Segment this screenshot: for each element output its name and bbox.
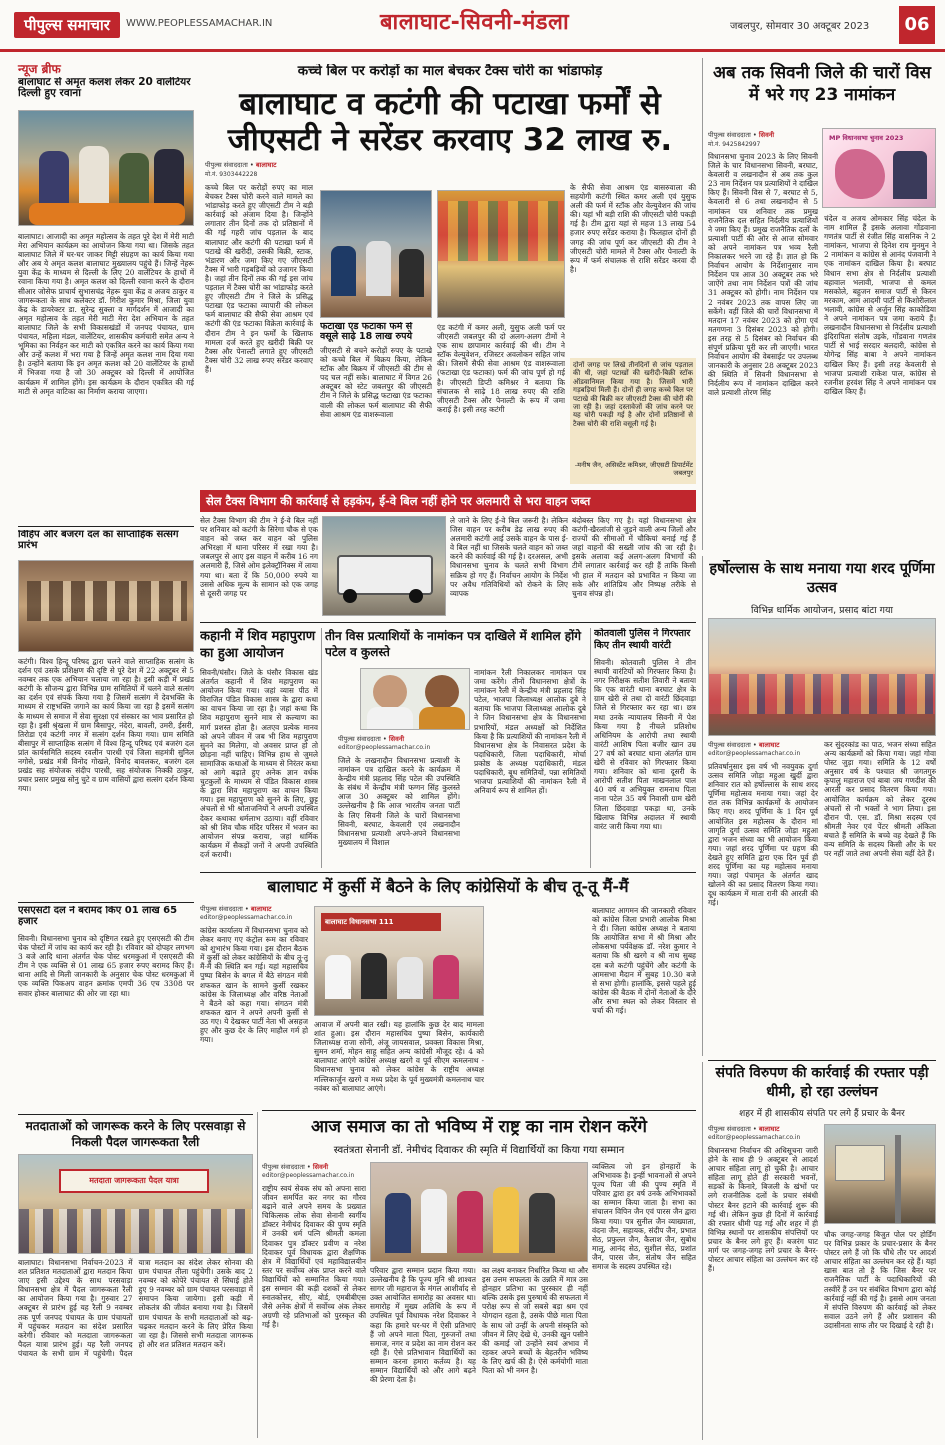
sharad-purnima-photo — [708, 618, 936, 736]
sales-tax-text-2: ले जाने के लिए ई-वे बिल जरूरी है। लेकिन जिस वाहन पर करीब डेढ़ लाख रुपए की अलमारी कटंगी आई उसके वाहन के पास ई-वे बिल नहीं था जिसके चलते वाहन को जब्त करने की कार्रवाई की गई है। दरअसल, अभी विधानसभा चुनाव के चलते सभी विभाग सक्रिय हो गए हैं। निर्वाचन आयोग के निर्देश पर अवैध गतिविधियों को रोकने के लिए व्यापक — [450, 516, 568, 598]
shiv-headline: कहानी में शिव महापुराण का हुआ आयोजन — [200, 629, 316, 661]
tax-story-text-2: जीएसटी से बचने करोड़ों रुपए के पटाखे को कच्चे बिल में बिक्रय किया, लेकिन स्टॉक और बिक्रय में जीएसटी की टीम से पद चल नहीं सके। बालाघाट में विगत 26 अक्टूबर को स्टेट जबलपुर की जीएसटी टीम ने जिले के प्रसिद्ध फटाखा एंड फटाका वाली की लोकल फर्म बालाघाट की सैफी सेवा आश्रम एंड वाशरूवाला — [320, 346, 432, 419]
rally-photo: मतदाता जागरूकता पैदल यात्रा — [18, 1154, 253, 1254]
congress-text-3: बालाघाट आगमन की जानकारी रविवार को कांग्रेस जिला प्रभारी आलोक मिश्रा ने दी। जिला कांग्रेस अध्यक्ष ने बताया कि आयोजित सभा में श्री मिश्रा और लोकसभा पर्यवेक्षक डॉ. नरेश कुमार ने बताया कि श्री खरगे व श्री नाथ सुबह दस बजे कटंगी पहुंचेंगे और कटंगी के आमसभा मैदान में सुबह 10.30 बजे से सभा होगी। हालांकि, इससे पहले हुई कांग्रेस की बैठक में दोनों नेताओं के दौरे और सभा स्थल को लेकर विस्तार से चर्चा की गई। — [592, 906, 696, 1016]
aaj-samaj-headline: आज समाज का तो भविष्य में राष्ट्र का नाम रोशन करेंगे — [311, 1117, 647, 1137]
congress-byline: पीपुल्स संवाददाता • बालाघाट — [200, 905, 272, 913]
sharad-text-1: प्रतिवर्षानुसार इस वर्ष भी नवयुवक दुर्गा उत्सव समिति जोड़ा महुआ खुर्दी द्वारा शनिवार रात को हर्षोल्लास के साथ शरद पूर्णिमा महोत्सव मनाया गया। जहां देर रात तक विभिन्न कार्यक्रमों के आयोजन किए गए। शरद पूर्णिमा के 1 दिन पूर्व आयोजित इस महोत्सव के दौरान मां जागृति दुर्गा उत्सव समिति जोड़ा महुआ द्वारा भजन संध्या का भी आयोजन किया गया। जहां शरद पूर्णिमा पर ग्रहण की देखते हुए समिति द्वारा एक दिन पूर्व ही शरद पूर्णिमा का यह महोत्सव मनाया गया। जहां पंचामृत के अंतर्गत खाद खोलने की का प्रसाद वितरण किया गया। दूध कार्यक्रम में माता रानी की आरती की गई। — [708, 762, 818, 908]
website-url: WWW.PEOPLESSAMACHAR.IN — [126, 18, 273, 29]
brief-headline-sst: एसएसटी दल ने बरामद किए 01 लाख 65 हजार — [18, 906, 178, 927]
brief-text-sst: सिवनी। विधानसभा चुनाव को दृष्टिगत रखते हुए एसएसटी की टीम चेक पोस्टों में जांच का कार्य कर रही है। रविवार को दोपहर लगभग 3 बजे आदि थाना अंतर्गत चेक पोस्ट धरमकुआं में एसएसटी की टीम ने एक व्यक्ति से 01 लाख 65 हजार रुपए बरामद किए हैं। थाना आदि से मिली जानकारी के अनुसार चेक पोस्ट धरमकुआं में एक व्यक्ति पिकअप वाहन क्रमांक एमपी 36 एच 3308 पर सवार होकर बालाघाट की ओर जा रहा था। — [18, 934, 194, 998]
sales-tax-text-3: बंदोबस्त किए गए है। यहां विधानसभा क्षेत्र कटंगी-खैरलांजी से जुड़ने वाली अन्य जिलों और राज्यों की सीमाओं में चौकियां बनाई गई हैं जहां वाहनों की सख्ती जांच की जा रही है। इसके अलावा कई अलग-अलग विभागों की टीमें लगातार कार्रवाई कर रही हैं ताकि किसी भी हाल में मतदान को प्रभावित न किया जा सके और शांतिप्रिय और निष्पक्ष तरीके से चुनाव संपन्न हो। — [572, 516, 696, 598]
gst-photo-caption: फटाखा एंड फटाका फर्म से वसूले साढ़े 18 लाख रुपये — [320, 322, 413, 343]
brief-text-vhp: कटंगी। विश्व हिन्दू परिषद द्वारा चलने वाले साप्ताहिक सत्संग के दर्शन एवं उसके प्रशिक्षण की दृष्टि से पूरे देश में 22 अक्टूबर से 5 नवम्बर तक एक अभियान चलाया जा रहा है। इसी कड़ी में प्रखंड कटंगी के सौजन्य द्वारा विभिन्न ग्राम समितियों में चलने वाले सत्संग का दर्शन एवं संपर्क किया गया है जिसमें सत्संग में देवभक्ति के माध्यम से राष्ट्रभक्ति जगाने का कार्य किया जा रहा है इसमें सत्संग के माध्यम से समाज में सेवा सुरक्षा एवं संस्कार का भाव प्रसारित हो रहा है। इसी श्रृंखला में ग्राम बिसापुर, नंदेरा, बावली, उमरी, ईसरी, तिरोडा एवं कटंगी नगर में सत्संग दर्शन किया गया। ग्राम समिति बीसापुर में साप्ताहिक सत्संग में विश्व हिन्दू परिषद एवं बजरंग दल प्रांत कार्यसमिति सदस्य रवलीन पारधी एवं जिला सहमंत्री सुनिल नगोसे, प्रखंड मंत्री विनोद गोखले, विनोद बावलकर, बजरंग दल प्रखंड सह संयोजक संदीप पारधी, सह संयोजक निक्की ठाकुर, प्रचार प्रसार प्रमुख सोनु चुटे व ग्राम वासियों द्वारा सत्संग दर्शन किया गया। — [18, 657, 194, 794]
aaj-samaj-text-1: राष्ट्रीय स्वयं सेवक संघ को अपना सारा जीवन समर्पित कर नगर का गौरव बढ़ाने वाले अपने समय के प्रख्यात चिकित्सक लोक सेवा सेनानी स्वर्गीय डॉक्टर नेमीचंद दिवाकर की पुण्य स्मृति में उनकी धर्म पत्नि श्रीमती कमला दिवाकर पुत्र डॉक्टर प्रवीण व नरेश दिवाकर पूर्व विधायक द्वारा शैक्षणिक क्षेत्र में विद्यार्थियों एवं महाविद्यालयीन स्तर पर सर्वोच्च अंक प्राप्त करने वाले विद्यार्थियों को सम्मानित किया गया। इस सम्मान की कड़ी दशकों से लेकर स्नातकोत्तर, सीए, बोर्ड, एमबीबीएस जैसे अनेक क्षेत्रों में सर्वोच्च अंक लेकर अग्रणी रहे प्रतिभाओं को पुरस्कृत की गई है। — [262, 1184, 366, 1330]
nomination-mobile: मो.नं. 9425842997 — [708, 141, 761, 148]
aaj-samaj-byline: पीपुल्स संवाददाता • सिवनी — [262, 1163, 329, 1171]
congress-text-2b — [488, 906, 588, 1104]
aaj-samaj-subhead: स्वतंत्रता सेनानी डॉ. नेमीचंद दिवाकर की स्मृति में विद्यार्थियों का किया गया सम्मान — [333, 1145, 625, 1156]
amrit-kalash-photo — [18, 110, 194, 226]
sharad-byline: पीपुल्स संवाददाता • बालाघाट — [708, 741, 780, 749]
gst-raid-photo-1 — [320, 190, 432, 318]
edition-title: बालाघाट-सिवनी-मंडला — [380, 10, 570, 35]
gst-raid-photo-2 — [437, 190, 565, 318]
tax-story-headline: बालाघाट व कटंगी की पटाखा फर्मों से जीएसटी ने सरेंडर करवाए 32 लाख रु. — [227, 86, 673, 158]
news-brief-tag: न्यूज ब्रीफ — [18, 62, 61, 76]
teen-vis-headline: तीन विस प्रत्याशियों के नामांकन पत्र दाखिले में शामिल होंगे पटेल व कुलस्ते — [325, 629, 582, 659]
nomination-text-1: विधानसभा चुनाव 2023 के लिए सिवनी जिले के चार विधानसभा सिवनी, बरघाट, केवलारी व लखनादौन से अब तक कुल 23 नाम निर्देशन पत्र प्रत्याशियों ने दाखिल किए हैं। सिवनी विस से 7, बरघाट से 5, केवलारी से 6 तथा लखनादौन से 5 नामांकन पत्र शनिवार तक प्रमुख राजनैतिक दल सहित निर्दलीय प्रत्याशियों ने जमा किए हैं। प्रमुख राजनैतिक दलों के प्रत्याशी पार्टी की ओर से आज सोमवार को अपने नामांकन पत्र भव्य रैली निकालकर भरने जा रहे हैं। ज्ञात हो कि निर्वाचन आयोग के निर्देशानुसार नाम निर्देशन पत्र आज 30 अक्टूबर तक भरे जाऐंगे तथा नाम निर्देशन पत्रों की जांच 31 अक्टूबर को होगी। नाम निर्देशन पत्र 2 नवंबर 2023 तक वापस लिए जा सकेंगे। वहीं जिले की चारों विधानसभा में मतदान 17 नवंबर 2023 को होगा एवं मतगणना 3 दिसंबर 2023 को होगी। इस तरह से 5 दिसंबर को निर्वाचन की संपूर्ण प्रक्रिया पूरी कर ली जाएगी। भारत निर्वाचन आयोग की वेबसाईट पर उपलब्ध जानकारी के अनुसार 28 अक्टूबर 2023 की स्थिति में सिवनी विधानसभा से निर्दलीय रूप में नामांकन दाखिल करने वाले प्रत्याशी तोरण सिंह — [708, 152, 818, 398]
aaj-samaj-text-3: का लक्ष्य बनाकर निर्धारित किया था और इस उत्तम सफलता के उन्नति में मात्र उस होनहार प्रतिभा का पुरस्कार ही नहीं बल्कि उसके इस पुरुषार्थ की सफलता में परोक्ष रूप से जो सबसे बड़ा श्रम एवं योगदान रहता है, उसके पीछे माता पिता के साथ जो उन्हीं के अपनी संस्कृति को जीवन में लिए देखे थे, उनकी खुन पसीने की कमाई जो उन्होंने स्वयं अभाव में रहकर अपने बच्चों के बेहतरीन भविष्य के लिए खर्च की है। ऐसे कर्मयोगी माता पिता को भी नमन है। — [482, 1266, 588, 1376]
dateline: जबलपुर, सोमवार 30 अक्टूबर 2023 — [730, 21, 870, 32]
teen-vis-text-1: जिले के लखनादौन विधानसभा प्रत्याशी के नामांकन पत्र दाखिल करने के कार्यक्रम में केन्द्रीय मंत्री प्रहलाद सिंह पटेल की उपस्थिति के संबंध में केन्द्रीय मंत्री फग्गन सिंह कुलस्ते आज 30 अक्टूबर को शामिल होंगे। उल्लेखनीय है कि आज भारतीय जनता पार्टी के लिए सिवनी जिले के चारों विधानसभा सिवनी, बरघाट, केवलारी एवं लखनादौन विधानसभा प्रत्याशी अपने-अपने विधानसभा मुख्यालय में विशाल — [338, 756, 460, 847]
sales-tax-headline: सेल टैक्स विभाग की कार्रवाई से हड़कंप, ई-वे बिल नहीं होने पर अलमारी से भरा वाहन जब्त — [200, 490, 696, 512]
brief-headline-amrit-kalash: बालाघाट से अमृत कलश लेकर 20 वालेंटियर दिल्ली हुए रवाना — [18, 77, 191, 100]
seized-vehicle-photo — [322, 516, 446, 616]
teen-vis-text-2: नामांकन रैली निकालकर नामांकन पत्र जमा करेंगे। तीनों विधानसभा क्षेत्रों के नामांकन रैली में केन्द्रीय मंत्री प्रहलाद सिंह पटेल, भाजपा जिलाध्यक्ष आलोक दुबे ने बताया कि भाजपा जिलाध्यक्ष आलोक दुबे ने जिन विधानसभा क्षेत्र के विधानसभा प्रभारियों, मंडल अध्यक्षों को निर्देशित किया है कि प्रत्याशियों की नामांकन रैली में विधानसभा क्षेत्र के निवासरत प्रदेश के पदाधिकारी, जिला पदाधिकारी, मोर्चा प्रकोष्ठ के अध्यक्ष पदाधिकारी, मंडल पदाधिकारी, बूथ समितियों, पन्ना समितियों भाजपा प्रत्याशियों की नामांकन रैली में अनिवार्य रूप से शामिल हों। — [474, 668, 586, 796]
sampati-headline: संपति विरुपण की कार्रवाई की रफ्तार पड़ी धीमी, हो रहा उल्लंघन — [715, 1065, 929, 1100]
tax-story-kicker: कच्चे बिल पर करोड़ों का माल बेचकर टैक्स चोरी का भांडाफोड़ — [297, 64, 603, 79]
sampati-byline: पीपुल्स संवाददाता • बालाघाट — [708, 1125, 780, 1133]
mp-election-graphic: MP विधानसभा चुनाव 2023 — [822, 128, 936, 208]
student-felicitation-photo — [370, 1162, 588, 1262]
nomination-headline: अब तक सिवनी जिले की चारों विस में भरे गए 23 नामांकन — [712, 63, 932, 105]
sales-tax-text-1: सेल टैक्स विभाग की टीम ने ई-वे बिल नहीं पर शनिवार को कटंगी के सिरेगा चौक से एक वाहन को जब्त कर वाहन को पुलिस अभिरक्षा में थाना परिसर में रखा गया है। जबलपुर से आए इस वाहन में करीब 16 नग अलमारी हैं, जिसे ओम इलेक्ट्रॉनिक्स में लाया गया था। बता दें कि 50,000 रुपये या उससे अधिक मूल्य के सामान को एक जगह से दूसरी जगह पर — [200, 516, 318, 598]
brief-text-amrit-kalash: बालाघाट। आजादी का अमृत महोत्सव के तहत पूरे देश में मेरी माटी मेरा अभियान कार्यक्रम का आयोजन किया गया था। जिसके तहत बालाघाट जिले में घर-घर जाकर मिट्टी संग्रहण का कार्य किया गया और अब ये अमृत कलश बालाघाट मुख्यालय पहुंचे हैं। जिन्हें नेहरू युवा केंद्र के माध्यम से दिल्ली के लिए 20 वालेंटियर के हाथों में रवाना किया गया है। अमृत कलश को दिल्ली रवाना करने के दौरान सीआर जोसेफ प्राचार्य सुभासचंद्र नेहरू युवा केंद्र व अजय ठाकुर व जागरूकता के साथ कलेक्टर डॉ. गिरीश कुमार मिश्रा, जिला युवा केंद्र के डायरेक्टर डा. सुरेन्द्र सुक्ला व मार्गदर्शन में आजादी का अमृत महोत्सव के तहत मेरी माटी मेरा देश अभियान के तहत बालाघाट जिले के सभी विकासखंडों में जनपद पंचायत, ग्राम पंचायत, महिला मंडल, वालेंटियर, शासकीय कर्मचारी समेत अन्य ने भूमिका का निर्वहन कर माटी को एकत्रित करने का कार्य किया गया और उन्हें कलश में भरा गया है जिन्हें अमृत कलश नाम दिया गया है। उन्होंने बताया कि इन अमृत कलश को 20 वालेंटियर के हाथों में भिजवा गया है जो 30 अक्टूबर को दिल्ली में आयोजित कार्यक्रम में शामिल होंगे। इस कार्यक्रम के दौरान एकत्रित की गई माटी से अमृत वाटिका का निर्माण कराया जाएगा। — [18, 232, 194, 396]
sharad-headline: हर्षोल्लास के साथ मनाया गया शरद पूर्णिमा उत्सव — [709, 561, 935, 596]
aaj-samaj-email: editor@peoplessamachar.co.in — [262, 1172, 355, 1179]
nomination-text-2: चंदेल व अजय ओमकार सिंह चंदेल के नाम शामिल हैं इसके अलावा गोंडवाना गणतंत्र पार्टी से रंजीत सिंह वासनिक ने 2 नामांकन, भाजपा से दिनेश राय मुनमुन ने 2 नामांकन व कांग्रेस से आनंद पंजवानी ने एक नामांकन दाखिल किया है। बरघाट विधान सभा क्षेत्र से निर्दलीय प्रत्याशी बहावाल भलावी, भाजपा से कमल मसकोले, बहुजन समाज पार्टी से किरन मरकाम, आम आदमी पार्टी से किशोरीलाल भलावी, कांग्रेस से अर्जुन सिंह काकोडिया ने अपने नामांकन पत्र जमा कराये हैं। लखनादौन विधानसभा से निर्दलीय प्रत्याशी इंदिरापिता संतोष उइके, गोंडवाना गणतंत्र पार्टी से भाई सरदार बलदारी, कांग्रेस से योगेन्द्र सिंह बाबा ने अपने नामांकन दाखिल किए हैं। इसी तरह केवलारी से भाजपा प्रत्याशी राकेश पाल, कांग्रेस से रजनीश हरवंश सिंह ने अपने नामांकन पत्र दाखिल किए हैं। — [824, 214, 936, 396]
congress-meeting-photo: बालाघाट विधानसभा 111 — [314, 906, 484, 1016]
gst-commissioner-quote: दोनों जगह पर लिखे तीनदिनों से जांच पड़ताल की थी, जहां पटाखों की खरीदी-बिक्री स्टॉक ऑडवानिमल किया गया है। जिसमें भारी गड़बड़ियां मिली हैं। दोनों ही जगह कच्चे बिल पर पटाखे की बिक्री कर जीएसटी टैक्स की चोरी की जा रही है। जहां दस्तावेजों की जांच करने पर यह चोरी पकड़ी गई है और दोनों प्रतिष्ठानों से टैक्स चोरी की राशि वसूली गई है। -मनीष जैन, असिस्टेंट कमिश्नर, जीएसटी डिपार्टमेंट जबलपुर — [570, 358, 696, 484]
tax-story-text-4: के सैफी सेवा आश्रम एंड बासरुवाला की सहयोगी कटंगी स्थित कमर अली एवं युसुफ अली की फर्म में स्टॉक और वेल्युवेशन की जांच की। यहां भी बड़ी राशि की जीएसटी चोरी पकड़ी गई है। टीम द्वारा यहां से महज 13 लाख 54 हजार रुपए सरेंडर कराया है। फिलहाल दोनों ही जगह की जांच पूर्ण कर जीएसटी की टीम ने जीएसटी चोरी मामले में टैक्स और पेनाल्टी के रूप में फर्म संचालक से राशि सरेंडर करवा दी है। — [570, 183, 696, 274]
sharad-text-2: कर सुंदरकांड का पाठ, भजन संध्या सहित अन्य कार्यक्रमों को किया गया। जहां गोवा पोस्ट जुड़ा गया। समिति के 12 वर्षों अनुसार वर्ष के पश्चात श्री जगतगुरु कृपालु महाराज एवं बाबा जय गणदीश की आरती कर प्रसाद वितरण किया गया। आयोजित कार्यक्रम को लेकर दूरस्थ अंचलों से नौ भक्तों ने भाग लिया। इस दौरान पी. एस. डॉ. मिश्रा सदस्य एवं श्रीमती नेवर एवं पेंटर श्रीमती अंकिता बचाते हैं समिति के बच्चे वह देखते हैं कि वन्य समिति के सदस्य किसी और के घर पर नहीं जाते तथा अपनी सेवा यहीं देते हैं। — [824, 740, 936, 859]
tax-story-text-3: एंड कटंगी में कमर अली, युसुफ अली फर्म पर जीएसटी जबलपुर की दो अलग-अलग टीमों ने एक साथ छापामार कार्रवाई की थी। टीम ने स्टॉक वेल्युवेशन, रजिस्टर अवलोकन सहित जांच की। जिसमें सैफी सेवा आश्रम एंड वाशरूवाला (फटाखा एंड फटाका) फर्म की जांच पूर्ण हो गई है। जीएसटी डिप्टी कमिश्नर ने बताया कि संचालक से साढ़े 18 लाख रुपए की राशि जीएसटी टैक्स और पेनाल्टी के रूप में जमा कराई है। इसी तरह कटंगी — [437, 323, 565, 414]
tax-story-mobile: मो.नं. 9303442228 — [205, 171, 258, 178]
sampati-subhead: शहर में ही शासकीय संपति पर लगे हैं प्रचार के बैनर — [739, 1109, 905, 1119]
leaders-portrait-photo — [360, 668, 470, 730]
aaj-samaj-text-4: व्यक्तित्व जो इन होनहारों के अभिभावक है। इन्हीं भावनाओं से अपने पूज्य पिता जी की पुण्य स्मृति में परिवार द्वारा हर वर्ष उनके अभिभावकों का सम्मान किया जाता है। सभा का संचालन विपिन जैन एवं पारस जैन द्वारा किया गया। पत्र सुनील जैन व्याख्याता, वंदना जैन, सहायक, संदीप जैन, प्रभात सेठ, प्रफुल्ल जैन, कैलाश जैन, सुबोध मालू, आनंद सेठ, सुशील सेठ, प्रशांत जैन, पारस जैन, संतोष जैन सहित समाज के सदस्य उपस्थित रहे। — [592, 1162, 696, 1272]
sampati-text-2: चौक जगह-जगह बिजुत पोल पर होर्डिंग पर विभिन्न प्रकार के प्रचार-प्रसार के बैनर पोस्टर लगे हैं जो कि चौंधे तौर पर आदर्श आचार संहिता का उल्लंघन कर रहे हैं। यहां खास बात तो है कि जिस बैनर पर राजनैतिक पार्टी के पदाधिकारियों की तस्वीरें हैं उन पर संबंधित विभाग द्वारा कोई कार्रवाई नहीं की गई है। इससे आम जनता में संपत्ति विरुपण की कार्रवाई को लेकर सवाल उठने लगे हैं और प्रशासन की उदासीनता साफ तौर पर दिखाई दे रही है। — [824, 1230, 936, 1330]
congress-text-2: आवाज में अपनी बात रखी। यह हालांकि कुछ देर बाद मामला शांत हुआ। इस दौरान महासचिव पुष्पा बिसेन, कार्यकारी जिलाध्यक्ष राजा सोनी, अंजू जायसवाल, प्रवक्ता विकास मिश्रा, सुमन शर्मा, मोहन साहू सहित अन्य कांग्रेसी मौजूद रहे। 4 को बालाघाट आएंगे कांग्रेस अध्यक्ष खरगे व पूर्व सीएम कमलनाथ - विधानसभा चुनाव को लेकर कांग्रेस के राष्ट्रीय अध्यक्ष मल्लिकार्जुन खरगे व मध्य प्रदेश के पूर्व मुख्यमंत्री कमलनाथ चार नवंबर को बालाघाट आएंगे। — [314, 1020, 484, 1093]
congress-headline: बालाघाट में कुर्सी में बैठने के लिए कांग्रेसियों के बीच तू-तू मैं-मैं — [267, 877, 629, 896]
poster-banner-photo — [824, 1124, 936, 1224]
kotwali-headline: कोतवाली पुलिस ने गिरफ्तार किए तीन स्थायी वारंटी — [594, 628, 691, 651]
rally-text: बालाघाट। विधानसभा निर्वाचन-2023 में शत प्रतिशत मतदाताओं द्वारा मतदान किया जाए इसी उद्देश्य के साथ परसवाड़ा विधानसभा क्षेत्र में पैदल जागरूकता रैली का आयोजन किया गया है। गुरुवार 27 अक्टूबर से प्रारंभ हुई यह रैली 9 नवम्बर तक पूर्ण जनपद पंचायत के ग्राम पंचायतों में पहुंचकर मतदान का संदेश प्रसारित करेगी। रविवार को मतदाता जागरूकता पैदल यात्रा प्रारंभ हुई। यह रैली जनपद पंचायत के सभी ग्राम में पहुंचेगी। पैदल यात्रा मतदान का संदेश लेकर सोनवा की ग्राम पंचायत तीला पहुंचेगी। उसके बाद 2 नवम्बर को कोपेरे पंचायत से सिंघाई होते हुए 9 नवम्बर को ग्राम पंचायत परसवाड़ा में समापन किया जायेगा। इसी कड़ी में लोकतंत्र की जीवंत बनाया गया है। जिसमें ग्राम पंचायत के सभी मतदाताओं को बढ़-चढ़कर मतदान करने के लिए प्रेरित किया जा रहा है। जिससे सभी मतदाता जागरूक हो और शत प्रतिशत मतदान करें। — [18, 1258, 253, 1358]
sampati-text-1: विधानसभा निर्वाचन की अधिसूचना जारी होने के साथ ही 9 अक्टूबर से आदर्श आचार संहिता लागू हो चुकी है। आचार संहिता लागू होते ही सरकारी भवनों, सड़कों के किनारे, बिजली के खंभों पर लगे राजनीतिक दलों के प्रचार संबंधी पोस्टर बैनर हटाने की कार्रवाई शुरू की गई थी। लेकिन कुछ ही दिनों में कार्रवाई की रफ्तार धीमी पड़ गई और शहर में ही विभिन्न स्थानों पर शासकीय संपत्तियों पर प्रचार के बैनर लगे हुए हैं। बजरंग घाट मार्ग पर जगह-जगह लगे प्रचार के बैनर-पोस्टर आचार संहिता का उल्लंघन कर रहे हैं। — [708, 1146, 818, 1274]
sharad-subhead: विभिन्न धार्मिक आयोजन, प्रसाद बांटा गया — [751, 605, 893, 616]
sampati-email: editor@peoplessamachar.co.in — [708, 1134, 801, 1141]
teen-vis-byline: पीपुल्स संवाददाता • सिवनी — [338, 735, 405, 743]
rally-headline: मतदाताओं को जागरूक करने के लिए परसवाड़ा से निकली पैदल जागरूकता रैली — [25, 1119, 246, 1149]
kotwali-text: सिवनी। कोतवाली पुलिस ने तीन स्थायी वारंटियों को गिरफ्तार किया है। नगर निरीक्षक सतीश तिवारी ने बताया कि एक वारंटी थाना बरघाट क्षेत्र के ग्राम खेरी से तथा दो वारंटी छिंदवाड़ा जिले से गिरफ्तार कर रहा था। छत्र मथा उनके न्यायालय सिवनी में पेश किया गया है नीचले प्रतिशोध अधिनियम के आरोपी तथा स्थायी वारंटी आशिष पिता बजीर खान उम्र 27 वर्ष को बरघाट थाना अंतर्गत ग्राम खेरी से रविवार को गिरफ्तार किया गया। शनिवार को थाना दूसरी के आरोपी सतीश पिता माखनलाल पाल 40 वर्ष व अभियुक्त रामनाथ पिता नाना पटेल 35 वर्ष निवासी ग्राम खेरी जिला छिंदवाड़ा पकड़ा था, उनके खिलाफ विभिन्न अदालत में स्थायी वारंट जारी किया गया था। — [594, 658, 696, 831]
congress-email: editor@peoplessamachar.co.in — [200, 914, 293, 921]
nomination-byline: पीपुल्स संवाददाता • सिवनी — [708, 131, 775, 139]
masthead — [0, 0, 945, 52]
tax-story-text-1: कच्चे बिल पर करोड़ों रुपए का माल बेचकर टैक्स चोरी करने वाले मामले का भांडाफोड़ करते हुए जीएसटी टीम ने बड़ी कार्रवाई को अंजाम दिया है। जिन्होंने लगातार तीन दिनों तक दो प्रतिष्ठानों में की गई गहरी जांच पड़ताल के बाद बालाघाट और कटंगी की पटाखा फर्म में पटाखे की खरीदी, उसकी बिक्री, स्टाक, भंडारण और जमा किए गए जीएसटी टैक्स में भारी गड़बड़ियों को उजागर किया है। जहां तीन दिनों तक की गई इस जांच पड़ताल में टैक्स चोरी का भांडाफोड़ करते हुए जीएसटी टीम ने जिले के प्रसिद्ध पटाखा एंड फटाका व्यापारी की लोकल फर्म बालाघाट की सैफी सेवा आश्रम एवं कटंगी की एंड फटाका विक्रेता कार्रवाई के दौरान टीम ने इन फर्मों के खिलाफ मामला दर्ज करते हुए खरीदी बिक्री पर टैक्स और पेनाल्टी लगाते हुए जीएसटी टैक्स चोरी 32 लाख रुपए सरेंडर करवाए हैं। — [205, 183, 313, 374]
aaj-samaj-text-2: परिवार द्वारा सम्मान प्रदान किया गया। उल्लेखनीय है कि पूज्य मुनि श्री शाश्वत सागर जी महाराज के मंगल आशीर्वाद से उक्त आयोजित समारोह का अवसर था। समारोह में मुख्य अतिथि के रूप में उपस्थित पूर्व विधायक नरेश दिवाकर ने कहा कि हमारे घर-घर में ऐसी प्रतिभाएं हैं जो अपने माता पिता, गुरुजनों तथा समाज, नगर व प्रदेश का नाम रोशन कर रही हैं। ऐसे प्रतिभावान विद्यार्थियों का सम्मान करना हमारा कर्तव्य है। यह सम्मान विद्यार्थियों को और आगे बढ़ने की प्रेरणा देता है। — [370, 1266, 476, 1385]
brief-headline-vhp: विहिप और बजरंग दल का साप्ताहिक सत्संग प्रारंभ — [18, 530, 179, 551]
teen-vis-email: editor@peoplessamachar.co.in — [338, 744, 431, 751]
page-number: 06 — [899, 6, 935, 44]
vhp-satsang-photo — [18, 560, 194, 652]
newspaper-logo: पीपुल्स समाचार — [14, 12, 120, 38]
sharad-email: editor@peoplessamachar.co.in — [708, 750, 801, 757]
shiv-text-col-1: सिवनी/घंसौर। जिले के घंसौर विकास खंड अंतर्गत कहानी में शिव महापुराण का आयोजन किया गया। जहां व्यास पीठ में विराजित पंडित विकास शास्त्र के द्वारा कथा का वाचन किया जा रहा है। जहां कथा कि शिव महापुराण सुनने मात्र से कल्याण का मार्ग प्रशस्त होता है। अतएव प्रत्येक मानव को अपने जीवन में जब भी शिव महापुराण सुनने का मिलेगा, वो अवसर प्राप्त हो तो छोड़ना नहीं चाहिए। विभिन्न हाथ से जुमले सामाजिक कथाओं के माध्यम से निरंतर कथा को आगे बढ़ाते हुए अनेक ज्ञान वर्धक चुटकुलों के माध्यम से पंडित विकास शास्त्र के द्वारा शिव महापुराण का वाचन किया गया। इस महापुराण को सुनने के लिए, छुट्ट अंचलों से भी श्रोताजनियों ने अपनी उपस्थित देकर कथाका धर्मलाभ उठाया। वहीं रविवार को श्री शिव चौक मंदिर परिसर में भजन का आयोजन संपन्न कराया, जहां धार्मिक कार्यक्रम में सैकड़ों जनों ने अपनी उपस्थिति दर्ज करायी। — [200, 668, 318, 859]
tax-story-byline: पीपुल्स संवाददाता • बालाघाट — [205, 161, 277, 169]
congress-text-1: कांग्रेस कार्यालय में विधानसभा चुनाव को लेकर बनाए गए कंट्रोल रूम का रविवार को शुभारंभ किया गया। इस दौरान बैठक में कुर्सी को लेकर कांग्रेसियों के बीच तू-तू मैं-मैं की स्थिति बन गई। यहां महासचिव पुष्पा बिसेन के बगल में बैठे संगठन मंत्री शफकत खान के सामने कुर्सी रखकर कांग्रेस के जिलाध्यक्ष और वरिष्ठ नेताओं ने बैठने को कहा गया। संगठन मंत्री शफकत खान ने अपने अपनी कुर्सी से उठ गए। ये देखकर पार्टी नेता भी असहज हुए और कुछ देर के लिए माहौल गर्म हो गया। — [200, 926, 308, 1045]
